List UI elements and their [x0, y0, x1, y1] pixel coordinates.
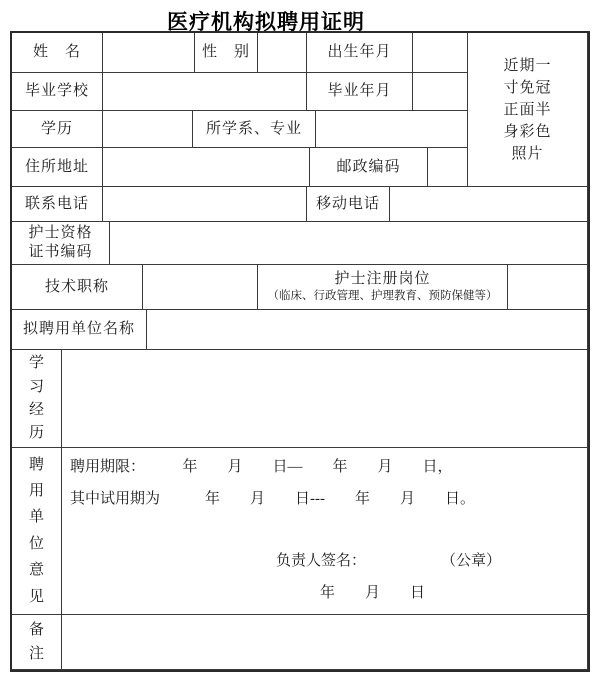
mobile-label: 移动电话 [307, 187, 390, 222]
probation-period-line: 其中试用期为 年 月 日--- 年 月 日。 [70, 491, 475, 507]
gender-label: 性 别 [195, 33, 258, 73]
employer-opinion-char: 位 [28, 535, 44, 552]
postal-code-value-cell[interactable] [428, 148, 468, 187]
reg-position-label-note: （临床、行政管理、护理教育、预防保健等） [267, 290, 498, 303]
photo-note-line: 身彩色 [503, 123, 552, 140]
employer-name-label: 拟聘用单位名称 [12, 310, 147, 350]
study-history-char: 习 [28, 378, 44, 395]
mobile-value-cell[interactable] [390, 187, 588, 222]
remarks-char: 注 [28, 645, 44, 662]
page-title: 医疗机构拟聘用证明 [167, 11, 365, 34]
employment-period-line: 聘用期限： 年 月 日— 年 月 日， [70, 459, 453, 475]
school-label: 毕业学校 [12, 73, 103, 111]
certificate-table [12, 33, 588, 670]
postal-code-label: 邮政编码 [310, 148, 428, 187]
employer-opinion-char: 用 [28, 483, 44, 500]
birth-date-label: 出生年月 [307, 33, 413, 73]
remarks-value-cell[interactable] [62, 615, 588, 670]
nurse-cert-value-cell[interactable] [110, 222, 588, 265]
major-value-cell[interactable] [316, 111, 468, 148]
employer-opinion-char: 聘 [28, 456, 44, 473]
school-value-cell[interactable] [103, 73, 307, 111]
nurse-cert-label [12, 222, 110, 265]
tech-title-value-cell[interactable] [143, 265, 258, 310]
reg-position-label [258, 265, 508, 310]
photo-note-line: 照片 [511, 145, 544, 162]
grad-year-label: 毕业年月 [307, 73, 413, 111]
name-label: 姓 名 [12, 33, 103, 73]
photo-note-line: 寸免冠 [503, 79, 552, 96]
address-value-cell[interactable] [103, 148, 310, 187]
employer-opinion-label [12, 448, 62, 615]
gender-value-cell[interactable] [258, 33, 307, 73]
remarks-label [12, 615, 62, 670]
opinion-date-line: 年 月 日 [320, 585, 426, 601]
employer-name-value-cell[interactable] [147, 310, 588, 350]
study-history-char: 经 [28, 401, 44, 418]
study-history-char: 学 [28, 355, 44, 372]
study-history-value-cell[interactable] [62, 350, 588, 448]
nurse-cert-label-line2: 证书编码 [28, 244, 93, 260]
employer-opinion-char: 意 [28, 562, 44, 579]
signature-seal-line: 负责人签名： （公章） [276, 553, 502, 569]
phone-value-cell[interactable] [103, 187, 307, 222]
study-history-char: 历 [28, 424, 44, 441]
phone-label: 联系电话 [12, 187, 103, 222]
employer-opinion-char: 单 [28, 509, 44, 526]
tech-title-label: 技术职称 [12, 265, 143, 310]
major-label: 所学系、专业 [193, 111, 316, 148]
name-value-cell[interactable] [103, 33, 195, 73]
address-label: 住所地址 [12, 148, 103, 187]
employer-opinion-content[interactable] [62, 448, 588, 615]
study-history-label [12, 350, 62, 448]
birth-date-value-cell[interactable] [413, 33, 468, 73]
photo-box [468, 33, 588, 187]
photo-note-line: 正面半 [503, 101, 552, 118]
education-label: 学历 [12, 111, 103, 148]
reg-position-label-main: 护士注册岗位 [334, 271, 431, 288]
employer-opinion-char: 见 [28, 588, 44, 605]
education-value-cell[interactable] [103, 111, 193, 148]
remarks-char: 备 [28, 621, 44, 638]
grad-year-value-cell[interactable] [413, 73, 468, 111]
reg-position-value-cell[interactable] [508, 265, 588, 310]
photo-note-line: 近期一 [503, 57, 552, 74]
nurse-cert-label-line1: 护士资格 [28, 225, 93, 242]
